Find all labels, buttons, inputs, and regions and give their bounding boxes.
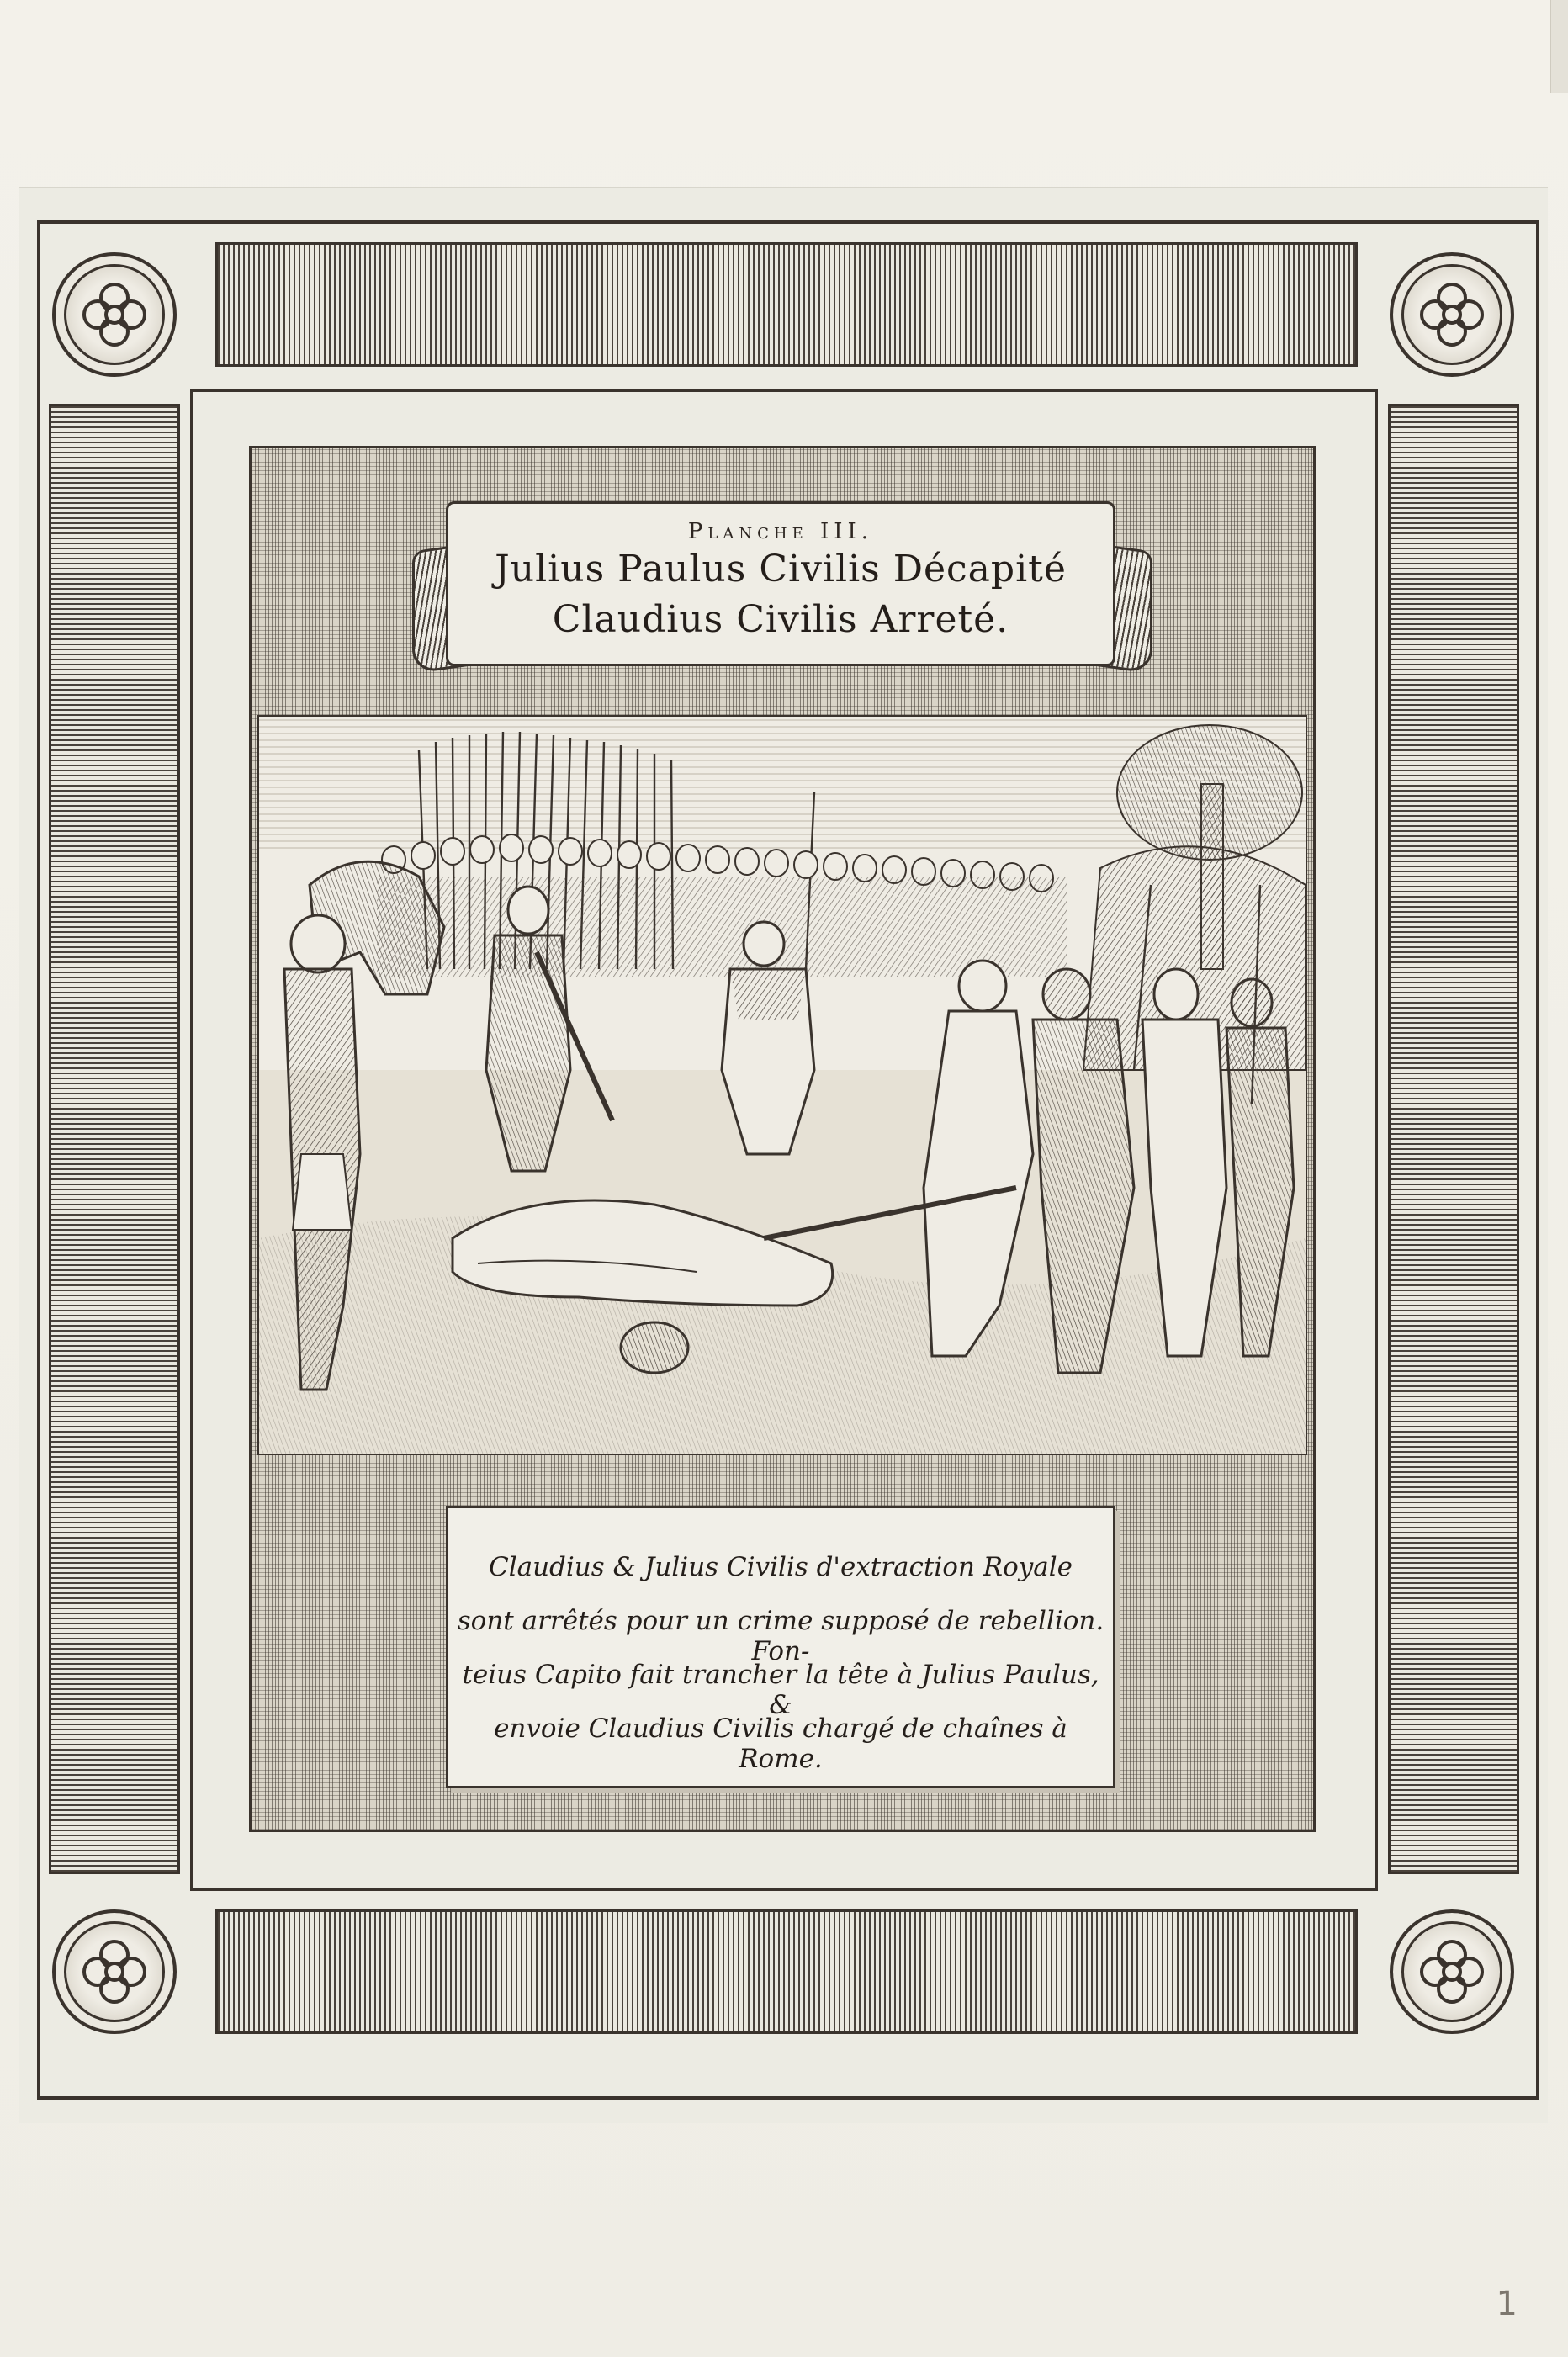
right-band [1388,404,1519,1874]
left-band [49,404,180,1874]
caption-line-2: sont arrêtés pour un crime supposé de rebellion. Fon- [457,1606,1104,1666]
engraved-scene [257,715,1307,1455]
plate-title-line-1: Julius Paulus Civilis Décapité [495,548,1067,591]
rosette-icon [1390,252,1514,377]
severed-head [621,1322,688,1373]
top-band [215,242,1358,367]
rosette-icon [52,252,177,377]
pencil-mark: 1 [1496,2285,1518,2323]
caption-cartouche [446,1506,1115,1788]
paper-tab [1550,0,1568,93]
plate-number: Planche III. [687,519,874,544]
caption-line-1: Claudius & Julius Civilis d'extraction Royale [488,1552,1073,1582]
banner-scroll [446,501,1115,666]
caption-line-4: envoie Claudius Civilis chargé de chaînes à Rome. [494,1713,1067,1774]
bottom-band [215,1909,1358,2034]
rosette-icon [52,1909,177,2034]
title-banner [412,496,1152,681]
rosette-icon [1390,1909,1514,2034]
plate-title-line-2: Claudius Civilis Arreté. [552,598,1009,641]
caption-line-3: teius Capito fait trancher la tête à Julius Paulus, & [462,1660,1099,1720]
